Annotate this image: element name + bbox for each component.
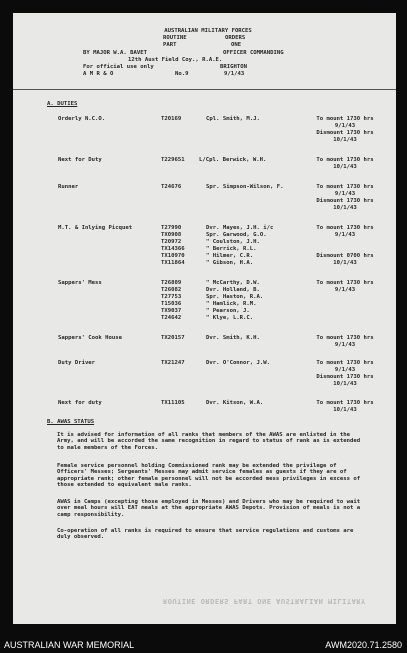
time-line: To mount 1730 hrs xyxy=(316,184,374,190)
time-line: 10/1/43 xyxy=(333,381,357,387)
time-line: To mount 1730 hrs xyxy=(316,116,374,122)
time-line: 10/1/43 xyxy=(333,260,357,266)
time-line: To mount 1730 hrs xyxy=(316,400,374,406)
header-right-line-1: ORDERS xyxy=(225,35,246,41)
person-name: Spr. Simpson-Wilson, F. xyxy=(206,184,284,190)
time-line: To mount 1730 hrs xyxy=(316,335,374,341)
person-name: Dvr. Kitson, W.A. xyxy=(206,400,264,406)
duty-label: Next for duty xyxy=(58,400,102,406)
header-place: BRIGHTON xyxy=(220,64,247,70)
service-number: T26809 xyxy=(161,280,182,286)
time-line: To mount 1730 hrs xyxy=(316,280,374,286)
service-number: TX9037 xyxy=(161,308,182,314)
header-right-line-2: ONE xyxy=(231,42,242,48)
document-page xyxy=(13,13,396,624)
footer-institution: AUSTRALIAN WAR MEMORIAL xyxy=(4,640,135,650)
time-line: To mount 1730 hrs xyxy=(316,225,374,231)
person-name: L/Cpl. Berwick, W.H. xyxy=(199,157,267,163)
service-number: T24676 xyxy=(161,184,182,190)
service-number: TX11105 xyxy=(161,400,185,406)
person-name: " Berrick, R.L. xyxy=(206,246,257,252)
time-line: 9/1/43 xyxy=(334,191,356,197)
awas-paragraph: AWAS in Camps (excepting those employed in Messes) and Drivers who may be required to wait over meal hours will EAT meals at the appropriate AWAS Depots. Provision of meals is not a camp responsibility. xyxy=(57,499,361,518)
duty-label: Next for Duty xyxy=(58,157,102,163)
service-number: T26082 xyxy=(161,287,182,293)
person-name: Dvr. Smith, K.H. xyxy=(206,335,260,341)
awas-paragraph: Female service personnel holding Commissioned rank may be extended the privilege of Officers' Messes; Sergeants' Messes may admit service females as guests if they are of appropriate rank; other female personnel will not be accorded mess privileges in excess of those extended to equivalent male ranks. xyxy=(57,463,361,489)
time-line: To mount 1730 hrs xyxy=(316,157,374,163)
duty-label: Sappers' Mess xyxy=(58,280,102,286)
person-name: Spr. Garwood, G.O. xyxy=(206,232,267,238)
footer-accession-number: AWM2020.71.2580 xyxy=(325,640,402,650)
person-name: " McCarthy, D.W. xyxy=(206,280,260,286)
service-number: TX14366 xyxy=(161,246,185,252)
duty-label: Sappers' Cook House xyxy=(58,335,122,341)
header-title-line-2: ROUTINE xyxy=(163,35,187,41)
service-number: T20169 xyxy=(161,116,182,122)
person-name: " Gibson, H.A. xyxy=(206,260,254,266)
person-name: Dvr. Mayes, J.H. i/c xyxy=(206,225,274,231)
section-a-heading: A. DUTIES xyxy=(47,101,78,107)
service-number: TX11864 xyxy=(161,260,185,266)
person-name: " Coulston, J.H. xyxy=(206,239,260,245)
person-name: Dvr. O'Connor, J.W. xyxy=(206,360,270,366)
person-name: " Klye, L.R.C. xyxy=(206,315,254,321)
duty-label: Duty Driver xyxy=(58,360,96,366)
time-line: Dismount 1730 hrs xyxy=(316,374,374,380)
header-code: A M R & O xyxy=(83,71,114,77)
duty-label: Runner xyxy=(58,184,79,190)
duty-label: Orderly N.C.O. xyxy=(58,116,106,122)
header-by-line: BY MAJOR W.A. BAVET xyxy=(83,50,147,56)
service-number: TX10970 xyxy=(161,253,185,259)
header-title-line-3: PART xyxy=(163,42,177,48)
person-name: Cpl. Smith, M.J. xyxy=(206,116,260,122)
bleed-through-text: ROUTINE ORDERS PART ONE AUSTRALIAN MILITARY xyxy=(163,597,366,605)
header-date: 9/1/43 xyxy=(224,71,245,77)
person-name: Spr. Haston, R.A. xyxy=(206,294,264,300)
header-right-line-3: OFFICER COMMANDING xyxy=(223,50,284,56)
header-title-line-1: AUSTRALIAN MILITARY FORCES xyxy=(164,28,252,34)
time-line: 9/1/43 xyxy=(334,367,356,373)
duty-label: M.T. & Inlying Picquet xyxy=(58,225,133,231)
person-name: " Hilmer, C.R. xyxy=(206,253,254,259)
service-number: T27990 xyxy=(161,225,182,231)
time-line: 10/1/43 xyxy=(333,407,357,413)
header-official-use: For official use only xyxy=(83,64,154,70)
time-line: Dismount 0700 hrs xyxy=(316,253,374,259)
header-number: No.9 xyxy=(175,71,189,77)
time-line: To mount 1730 hrs xyxy=(316,360,374,366)
service-number: TX20157 xyxy=(161,335,185,341)
time-line: 9/1/43 xyxy=(334,287,356,293)
person-name: " Hamlick, R.M. xyxy=(206,301,257,307)
header-unit: 12th Aust Field Coy., R.A.E. xyxy=(128,57,223,63)
person-name: Dvr. Holland, B. xyxy=(206,287,260,293)
time-line: 10/1/43 xyxy=(333,137,357,143)
service-number: TX0908 xyxy=(161,232,182,238)
time-line: 9/1/43 xyxy=(334,123,356,129)
service-number: T20972 xyxy=(161,239,182,245)
awas-paragraph: It is advised for information of all ranks that members of the AWAS are enlisted in the Army, and will be accorded the same recognition in regard to status of rank as is extended to male members of the Forces. xyxy=(57,432,361,451)
time-line: Dismount 1730 hrs xyxy=(316,198,374,204)
awas-paragraph: Co-operation of all ranks is required to ensure that service regulations and customs are duly observed. xyxy=(57,528,354,541)
time-line: 10/1/43 xyxy=(333,205,357,211)
time-line: 10/1/43 xyxy=(333,164,357,170)
service-number: T27753 xyxy=(161,294,182,300)
person-name: " Pearson, J. xyxy=(206,308,250,314)
time-line: 9/1/43 xyxy=(334,342,356,348)
service-number: TX21247 xyxy=(161,360,185,366)
section-b-heading: B. AWAS STATUS xyxy=(47,419,95,425)
header-divider xyxy=(13,89,396,90)
time-line: 9/1/43 xyxy=(334,232,356,238)
service-number: T229651 xyxy=(161,157,185,163)
service-number: T24642 xyxy=(161,315,182,321)
service-number: T15036 xyxy=(161,301,182,307)
time-line: Dismount 1730 hrs xyxy=(316,130,374,136)
